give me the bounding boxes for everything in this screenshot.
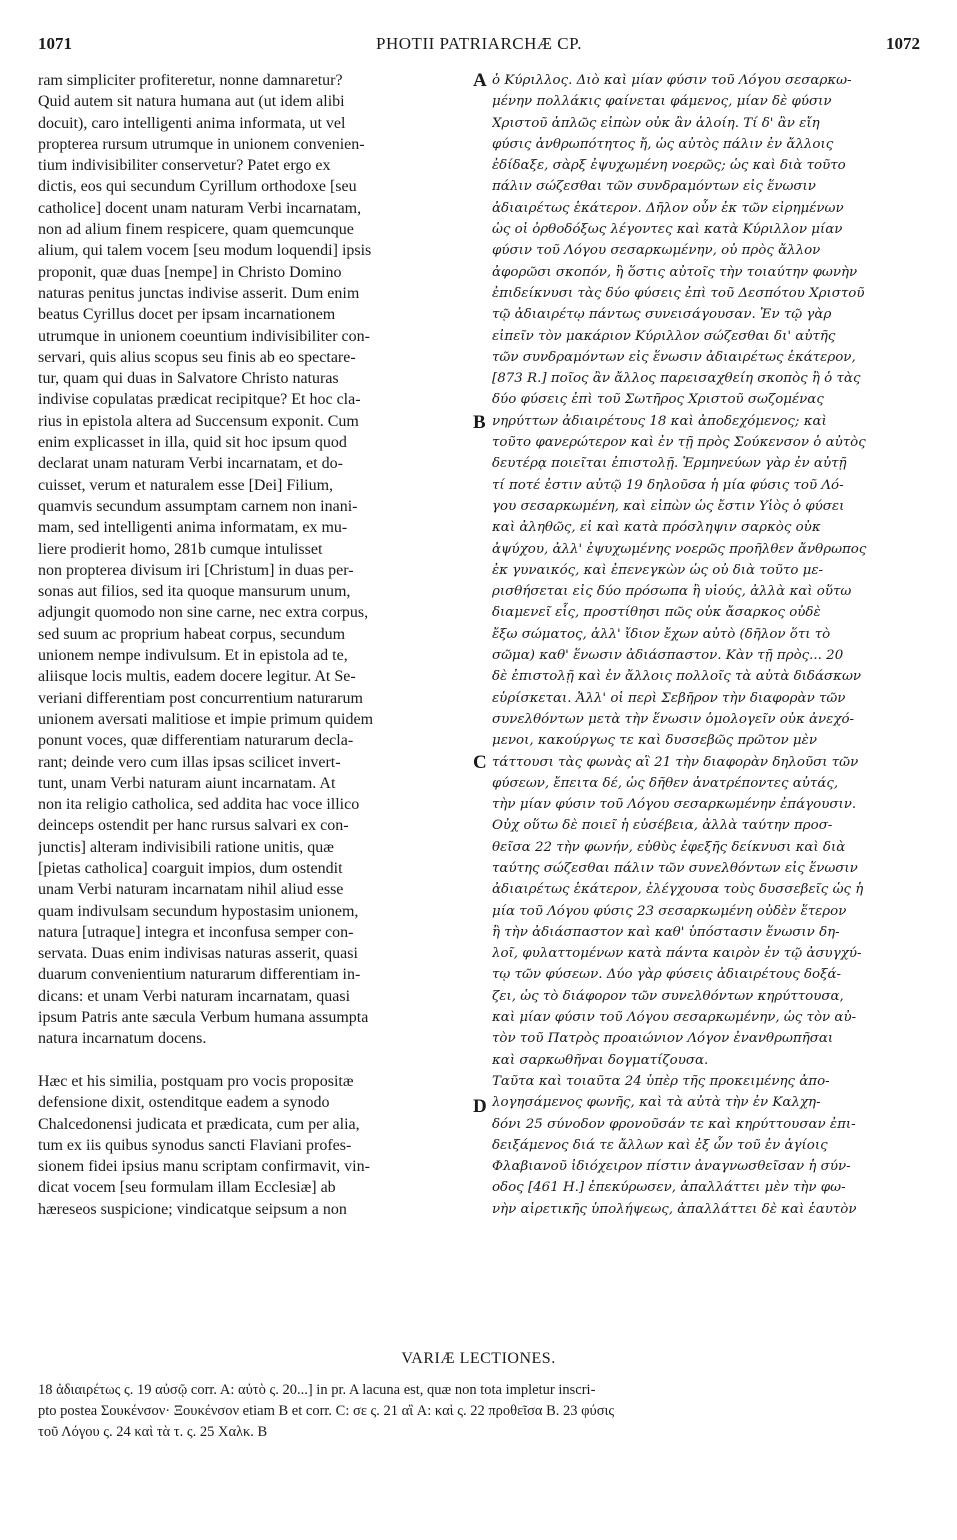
greek-text-line: ἐδίδαξε, σὰρξ ἐψυχωμένη νοερῶς; ὡς καὶ διὰ τοῦτο [492, 158, 846, 174]
greek-text-line: φύσιν τοῦ Λόγου σεσαρκωμένην, οὐ πρὸς ἄλλον [492, 243, 821, 259]
latin-text-line: rant; deinde vero cum illas ipsas scilicet invert- [38, 753, 341, 771]
latin-text-line: cuisset, verum et naturalem esse [Dei] Filium, [38, 476, 334, 494]
greek-text-line: δύο φύσεις ἐπὶ τοῦ Σωτῆρος Χριστοῦ σωζομένας [492, 392, 824, 408]
running-title: PHOTII PATRIARCHÆ CP. [376, 34, 582, 53]
latin-text-line: sed suum ac proprium habeat corpus, secundum [38, 625, 346, 643]
variant-reading-line: 18 ἀδιαιρέτως ς. 19 αὐσῷ corr. A: αὐτὸ ς. 20...] in pr. A lacuna est, quæ non tota impletur inscri- [38, 1382, 596, 1398]
latin-text-line: non propterea divisum iri [Christum] in duas per- [38, 561, 354, 579]
greek-text-line: λοῖ, φυλαττομένων κατὰ πάντα καιρὸν ἐν τῷ ἀσυγχύ- [492, 946, 862, 962]
greek-text-line: καὶ μίαν φύσιν τοῦ Λόγου σεσαρκωμένην, ὡς τὸν αὐ- [492, 1010, 857, 1026]
latin-text-line: veriani differentiam post concurrentium naturarum [38, 689, 363, 707]
latin-text-line: non ad alium finem respicere, quam quemcunque [38, 221, 354, 239]
greek-text-line: μένην πολλάκις φαίνεται φάμενος, μίαν δὲ φύσιν [492, 94, 832, 110]
greek-text-line: τάττουσι τὰς φωνὰς αἳ 21 τὴν διαφορὰν δηλοῦσι τῶν [492, 754, 859, 770]
greek-text-line: Ταῦτα καὶ τοιαῦτα 24 ὑπὲρ τῆς προκειμένης ἀπο- [492, 1073, 830, 1089]
variant-reading-line: pto postea Σουκένσον· Ξουκένσον etiam B et corr. C: σε ς. 21 αἳ A: καὶ ς. 22 προθεῖσα B. 23 φύσις [38, 1403, 615, 1419]
latin-text-line: servata. Duas enim indivisas naturas asserit, quasi [38, 945, 358, 963]
greek-text-line: ἐπιδείκνυσι τὰς δύο φύσεις ἐπὶ τοῦ Δεσπότου Χριστοῦ [492, 285, 865, 301]
latin-text-line: Hæc et his similia, postquam pro vocis propositæ [38, 1072, 354, 1090]
latin-text-line: naturas penitus junctas indivise asserit. Dum enim [38, 284, 360, 302]
greek-text-line: ἀψύχου, ἀλλ' ἐψυχωμένης νοερῶς προῆλθεν ἄνθρωπος [492, 541, 867, 557]
greek-text-line: ἀδιαιρέτως ἑκάτερον. Δῆλον οὖν ἐκ τῶν εἰρημένων [492, 200, 844, 216]
greek-text-line: τί ποτέ ἐστιν αὐτῷ 19 δηλοῦσα ἡ μία φύσις τοῦ Λό- [492, 477, 844, 493]
latin-text-line: hæreseos suspicione; vindicatque seipsum a non [38, 1200, 347, 1218]
latin-text-line: declarat unam naturam Verbi incarnatam, et do- [38, 455, 343, 473]
greek-text-line: λογησάμενος φωνῆς, καὶ τὰ αὐτὰ τὴν ἐν Καλχη- [492, 1095, 821, 1111]
greek-text-line: τοῦτο φανερώτερον καὶ ἐν τῇ πρὸς Σούκενσον ὁ αὐτὸς [492, 435, 866, 451]
latin-text-line: liere prodierit homo, 281b cumque intulisset [38, 540, 323, 558]
latin-text-line: tium indivisibiliter conservetur? Patet ergo ex [38, 157, 331, 175]
latin-text-line: utrumque in unionem coeuntium indivisibiliter con- [38, 327, 370, 345]
page-number-right: 1072 [886, 34, 920, 53]
greek-text-line: γου σεσαρκωμένη, καὶ εἰπὼν ὡς ἔστιν Υἱὸς ὁ φύσει [492, 498, 845, 514]
greek-text-line: φύσις ἀνθρωπότητος ἤ, ὡς αὐτὸς πάλιν ἐν ἄλλοις [492, 136, 834, 152]
latin-text-line: servari, quis alius scopus seu finis ab eo spectare- [38, 348, 356, 366]
greek-text-line: μία τοῦ Λόγου φύσις 23 σεσαρκωμένη οὐδὲν ἕτερον [492, 903, 847, 919]
latin-text-line: natura incarnatum docens. [38, 1030, 207, 1048]
latin-text-line: junctis] alteram indivisibili ratione unitis, quæ [38, 838, 334, 856]
margin-marker-b: B [473, 412, 486, 433]
greek-text-line: τῷ ἀδιαιρέτῳ πάντως συνεισάγουσαν. Ἐν τῷ γὰρ [492, 307, 832, 323]
latin-text-line: aliisque locis multis, eadem docere legitur. At Se- [38, 668, 356, 686]
greek-text-line: τὸν τοῦ Πατρὸς προαιώνιον Λόγον ἐνανθρωπῆσαι [492, 1031, 834, 1047]
greek-text-line: δόνι 25 σύνοδον φρονοῦσάν τε καὶ κηρύττουσαν ἐπι- [492, 1116, 856, 1132]
latin-text-line: beatus Cyrillus docet per ipsam incarnationem [38, 306, 336, 324]
greek-text-line: νὴν αἱρετικῆς ὑπολήψεως, ἀπαλλάττει δὲ καὶ ἑαυτὸν [492, 1201, 857, 1217]
paragraph-gap [38, 1050, 468, 1071]
greek-text-line: ἐκ γυναικός, καὶ ἐπενεγκὼν ὡς οὐ διὰ τοῦτο με- [492, 562, 824, 578]
greek-text-line: σῶμα) καθ' ἕνωσιν ἀδιάσπαστον. Κὰν τῇ πρὸς... 20 [492, 648, 844, 664]
page-header [38, 34, 920, 56]
greek-text-line: ἢ τὴν ἀδιάσπαστον καὶ καθ' ὑπόστασιν ἕνωσιν δη- [492, 924, 840, 940]
latin-text-line: quam indivulsam secundum hypostasim unionem, [38, 902, 359, 920]
latin-text-line: deinceps ostendit per hanc rursus salvari ex con- [38, 817, 349, 835]
latin-text-line: dicat vocem [seu formulam illam Ecclesiæ] ab [38, 1179, 336, 1197]
greek-text-line: Φλαβιανοῦ ἰδιόχειρον πίστιν ἀναγνωσθεῖσαν ἡ σύν- [492, 1159, 851, 1175]
greek-text-line: οδος [461 H.] ἐπεκύρωσεν, ἀπαλλάττει μὲν τὴν φω- [492, 1180, 846, 1196]
latin-text-line: dictis, eos qui secundum Cyrillum orthodoxe [seu [38, 178, 357, 196]
latin-text-line: mam, sed intelligenti anima informatam, ex mu- [38, 519, 348, 537]
greek-text-line: θεῖσα 22 τὴν φωνήν, εὐθὺς ἐφεξῆς δείκνυσι καὶ διὰ [492, 839, 846, 855]
latin-text-line: unionem nempe indivulsum. Et in epistola ad te, [38, 647, 348, 665]
latin-column [38, 70, 468, 1220]
greek-text-line: [873 R.] ποῖος ἂν ἄλλος παρεισαχθείη σκοπὸς ἢ ὁ τὰς [492, 371, 861, 387]
greek-text-line: μενοι, κακούργως τε καὶ δυσσεβῶς πρῶτον μὲν [492, 733, 817, 749]
latin-text-line: rius in epistola altera ad Succensum exponit. Cum [38, 412, 359, 430]
latin-text-line: quamvis secundum assumptam carnem non inani- [38, 497, 358, 515]
greek-text-line: ἀδιαιρέτως ἑκάτερον, ἐλέγχουσα τοὺς δυσσεβεῖς ὡς ἡ [492, 882, 864, 898]
greek-text-line: ὡς οἱ ὀρθοδόξως λέγοντες καὶ κατὰ Κύριλλον μίαν [492, 222, 843, 238]
greek-text-line: συνελθόντων μετὰ τὴν ἕνωσιν ὁμολογεῖν οὐκ ἀνεχό- [492, 711, 855, 727]
greek-text-line: εὑρίσκεται. Ἀλλ' οἱ περὶ Σεβῆρον τὴν διαφορὰν τῶν [492, 690, 846, 706]
latin-text-line: tunt, unam Verbi naturam aiunt incarnatam. At [38, 774, 336, 792]
latin-text-line: docuit), caro intelligenti anima informata, ut vel [38, 114, 346, 132]
latin-text-line: sonas aut filios, sed ita quoque mansurum unum, [38, 583, 351, 601]
greek-text-line: ταύτης σώζεσθαι πάλιν τῶν συνελθόντων εἰς ἕνωσιν [492, 860, 858, 876]
latin-text-line: unionem aversati malitiose et impie primum quidem [38, 710, 374, 728]
latin-text-line: alium, qui talem vocem [seu modum loquendi] ipsis [38, 242, 372, 260]
greek-text-line: καὶ ἀληθῶς, εἰ καὶ κατὰ πρόσληψιν σαρκὸς οὐκ [492, 520, 821, 536]
greek-text-line: τῳ τῶν φύσεων. Δύο γὰρ φύσεις ἀδιαιρέτους δοξά- [492, 967, 842, 983]
latin-text-line: dicans: et unam Verbi naturam incarnatam, quasi [38, 987, 351, 1005]
latin-text-line: unam Verbi naturam incarnatam nihil aliud esse [38, 881, 344, 899]
greek-text-line: πάλιν σώζεσθαι τῶν συνδραμόντων εἰς ἕνωσιν [492, 179, 816, 195]
latin-text-line: propterea rursum utrumque in unionem convenien- [38, 135, 365, 153]
greek-text-line: τὴν μίαν φύσιν τοῦ Λόγου σεσαρκωμένην ἐπάγουσιν. [492, 797, 857, 813]
latin-text-line: tum ex iis quibus synodus sancti Flaviani profes- [38, 1136, 352, 1154]
latin-text-line: natura [utraque] integra et inconfusa semper con- [38, 923, 354, 941]
page-number-left: 1071 [38, 34, 72, 53]
greek-text-line: Χριστοῦ ἁπλῶς εἰπὼν οὐκ ἂν ἁλοίη. Τί δ' ἂν εἴη [492, 115, 820, 131]
variae-lectiones-title: VARIÆ LECTIONES. [401, 1350, 556, 1367]
latin-text-line: tur, quam qui duas in Salvatore Christo naturas [38, 370, 339, 388]
greek-text-line: Οὐχ οὕτω δὲ ποιεῖ ἡ εὐσέβεια, ἀλλὰ ταύτην προσ- [492, 818, 833, 834]
latin-text-line: proponit, quæ duas [nempe] in Christo Domino [38, 263, 342, 281]
greek-text-line: ἀφορῶσι σκοπόν, ἢ ὅστις αὐτοῖς τὴν τοιαύτην φωνὴν [492, 264, 858, 280]
greek-text-line: νηρύττων ἀδιαιρέτους 18 καὶ ἀποδεχόμενος; καὶ [492, 413, 827, 429]
greek-text-line: δὲ ἐπιστολῇ καὶ ἐν ἄλλοις πολλοῖς τὰ αὐτὰ διδάσκων [492, 669, 862, 685]
latin-text-line: defensione dixit, ostenditque eadem a synodo [38, 1094, 330, 1112]
greek-text-line: ζει, ὡς τὸ διάφορον τῶν συνελθόντων κηρύττουσα, [492, 988, 844, 1004]
latin-text-line: indivise copulatas prædicat recipitque? Et hoc cla- [38, 391, 361, 409]
latin-text-line: Chalcedonensi judicata et prædicata, cum per alia, [38, 1115, 360, 1133]
greek-text-line: τῶν συνδραμόντων εἰς ἕνωσιν ἀδιαιρέτως ἑκάτερον, [492, 349, 856, 365]
latin-text-line: ram simpliciter profiteretur, nonne damnaretur? [38, 72, 343, 89]
greek-text-line: διαμενεῖ εἷς, προστίθησι πῶς οὐκ ἄσαρκος οὐδὲ [492, 605, 821, 621]
margin-marker-a: A [473, 70, 487, 91]
latin-text-line: duarum convenientium naturarum differentiam in- [38, 966, 361, 984]
greek-text-line: ἔξω σώματος, ἀλλ' ἴδιον ἔχων αὐτὸ (δῆλον ὅτι τὸ [492, 626, 831, 642]
latin-text-line: ipsum Patris ante sæcula Verbum humana assumpta [38, 1009, 369, 1027]
greek-text-line: καὶ σαρκωθῆναι δογματίζουσα. [492, 1052, 709, 1068]
latin-text-line: Quid autem sit natura humana aut (ut idem alibi [38, 93, 345, 111]
latin-text-line: ponunt voces, quæ differentiam naturarum decla- [38, 732, 354, 750]
latin-text-line: enim explicasset in illa, quid sit hoc ipsum quod [38, 434, 347, 452]
greek-text-line: φύσεων, ἔπειτα δέ, ὡς δῆθεν ἀνατρέποντες αὐτάς, [492, 775, 839, 791]
greek-text-line: δευτέρᾳ ποιεῖται ἐπιστολῇ. Ἑρμηνεύων γὰρ ἐν αὐτῇ [492, 456, 847, 472]
greek-text-line: εἰπεῖν τὸν μακάριον Κύριλλον σώζεσθαι δι' αὐτῆς [492, 328, 836, 344]
latin-text-line: non ita religio catholica, sed addita hac voce illico [38, 796, 360, 814]
latin-text-line: sionem fidei ipsius manu scriptam confirmavit, vin- [38, 1158, 370, 1176]
greek-text-line: ρισθήσεται εἰς δύο πρόσωπα ἢ υἱούς, ἀλλὰ καὶ οὕτω [492, 584, 852, 600]
greek-text-line: δειξάμενος διά τε ἄλλων καὶ ἐξ ὧν τοῦ ἐν ἁγίοις [492, 1137, 828, 1153]
margin-marker-c: C [473, 752, 487, 773]
margin-marker-d: D [473, 1096, 487, 1117]
latin-text-line: adjungit quomodo non sine carne, nec extra corpus, [38, 604, 369, 622]
variant-reading-line: τοῦ Λόγου ς. 24 καὶ τὰ τ. ς. 25 Χαλκ. B [38, 1424, 268, 1440]
variae-lectiones [38, 1380, 920, 1443]
greek-text-line: ὁ Κύριλλος. Διὸ καὶ μίαν φύσιν τοῦ Λόγου σεσαρκω- [492, 73, 852, 88]
latin-text-line: catholice] docent unam naturam Verbi incarnatam, [38, 199, 362, 217]
latin-text-line: [pietas catholica] coarguit impios, dum ostendit [38, 859, 343, 877]
greek-column [492, 70, 922, 1220]
